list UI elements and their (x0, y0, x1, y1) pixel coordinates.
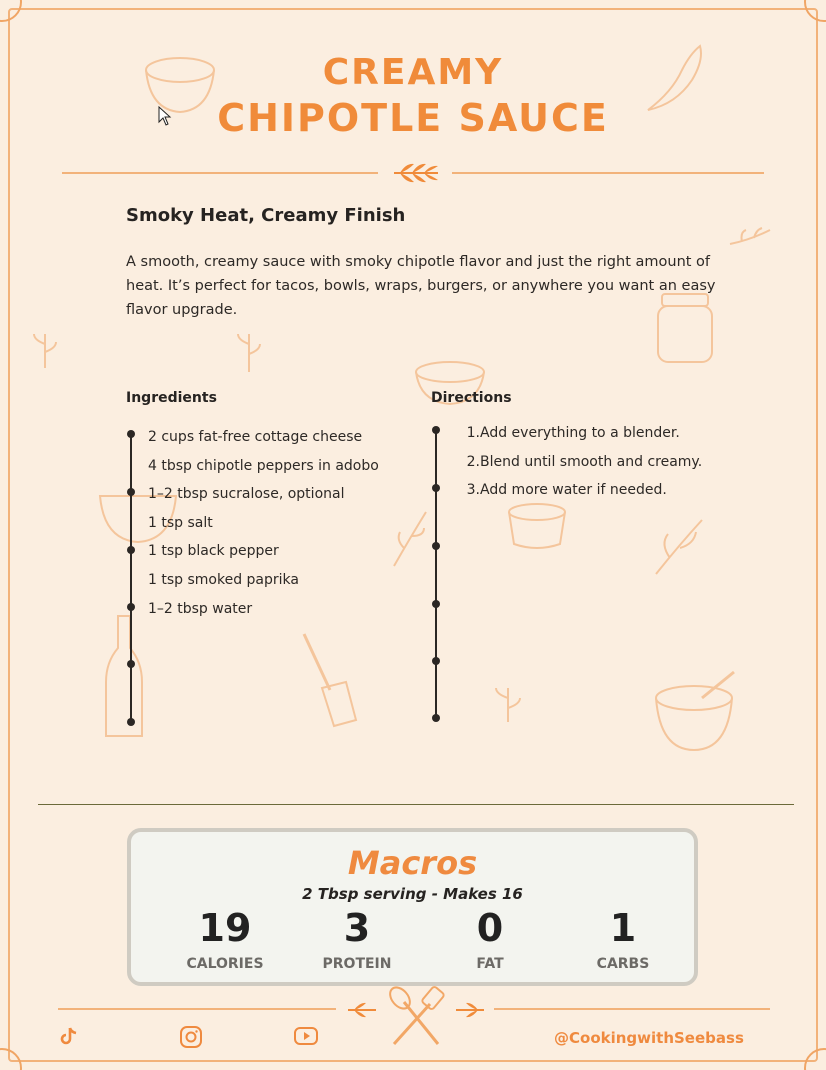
timeline-dot (432, 426, 440, 434)
macro-calories (160, 904, 290, 972)
step-number: 1. (466, 425, 480, 441)
macro-fat (425, 904, 555, 972)
directions-timeline (435, 430, 437, 718)
step-text: Blend until smooth and creamy. (480, 453, 703, 470)
macros-card (127, 828, 698, 986)
serving-size: 2 Tbsp serving - Makes 16 (302, 885, 523, 903)
leaf-doodle-icon (490, 684, 526, 724)
macro-carbs (558, 904, 688, 972)
timeline-dot (432, 714, 440, 722)
step-text: Add more water if needed. (480, 482, 667, 499)
timeline-dot (127, 603, 135, 611)
directions-list (462, 423, 702, 509)
wheat-sprig-icon (346, 1000, 378, 1020)
recipe-description: A smooth, creamy sauce with smoky chipotle flavor and just the right amount of heat. It’s perfect for tacos, bowls, wraps, burgers, or anywhere you want an easy flavor upgrade. (126, 254, 716, 318)
tiktok-icon[interactable] (60, 1026, 78, 1046)
bowl-with-spoon-doodle-icon (652, 668, 742, 754)
macro-label: CALORIES (186, 956, 264, 972)
leaf-doodle-icon (390, 508, 430, 570)
macro-value: 19 (198, 906, 252, 950)
list-item (462, 423, 702, 452)
macro-label: CARBS (596, 956, 650, 972)
macro-label: PROTEIN (322, 956, 392, 972)
timeline-dot (127, 660, 135, 668)
herb-doodle-icon (650, 514, 708, 578)
ingredients-timeline (130, 434, 132, 722)
list-item: 1 tsp smoked paprika (148, 571, 299, 588)
macros-title: Macros (347, 844, 478, 882)
step-text: Add everything to a blender. (480, 425, 680, 441)
list-item (462, 452, 702, 481)
youtube-icon[interactable] (294, 1026, 318, 1046)
step-number: 3. (466, 482, 480, 499)
timeline-dot (432, 600, 440, 608)
title-divider-left (62, 172, 378, 174)
recipe-title-line-2: CHIPOTLE SAUCE (217, 96, 609, 140)
step-number: 2. (466, 453, 480, 470)
macro-value: 3 (343, 906, 371, 950)
list-item: 1 tsp salt (148, 514, 213, 531)
footer-divider-left (58, 1008, 336, 1010)
macro-protein (292, 904, 422, 972)
list-item: 1–2 tbsp water (148, 600, 253, 617)
list-item: 4 tbsp chipotle peppers in adobo (148, 457, 379, 474)
whisk-and-spatula-icon (386, 986, 446, 1048)
list-item: 1–2 tbsp sucralose, optional (148, 486, 345, 503)
recipe-subtitle: Smoky Heat, Creamy Finish (126, 205, 406, 226)
wheat-sprig-icon (454, 1000, 486, 1020)
social-handle[interactable]: @CookingwithSeebass (554, 1029, 744, 1047)
timeline-dot (127, 718, 135, 726)
directions-heading: Directions (431, 390, 512, 406)
section-divider (38, 804, 794, 805)
list-item (462, 480, 702, 509)
wheat-sprig-icon (390, 160, 442, 186)
macro-label: FAT (476, 956, 504, 972)
macro-value: 1 (609, 906, 637, 950)
ingredients-list (148, 427, 379, 627)
timeline-dot (432, 657, 440, 665)
leaf-doodle-icon (728, 226, 772, 248)
timeline-dot (127, 488, 135, 496)
leaf-doodle-icon (30, 330, 60, 370)
footer-divider-right (494, 1008, 770, 1010)
leaf-doodle-icon (234, 330, 264, 374)
timeline-dot (127, 430, 135, 438)
timeline-dot (432, 542, 440, 550)
list-item: 2 cups fat-free cottage cheese (148, 429, 363, 445)
mouse-cursor-icon (158, 106, 172, 126)
list-item: 1 tsp black pepper (148, 543, 279, 560)
title-divider-right (452, 172, 764, 174)
bottle-doodle-icon (100, 612, 148, 742)
recipe-title-line-1: CREAMY (322, 52, 504, 93)
macro-value: 0 (476, 906, 504, 950)
instagram-icon[interactable] (179, 1026, 203, 1048)
basting-brush-doodle-icon (296, 628, 360, 728)
timeline-dot (127, 546, 135, 554)
timeline-dot (432, 484, 440, 492)
ingredients-heading: Ingredients (126, 390, 217, 406)
